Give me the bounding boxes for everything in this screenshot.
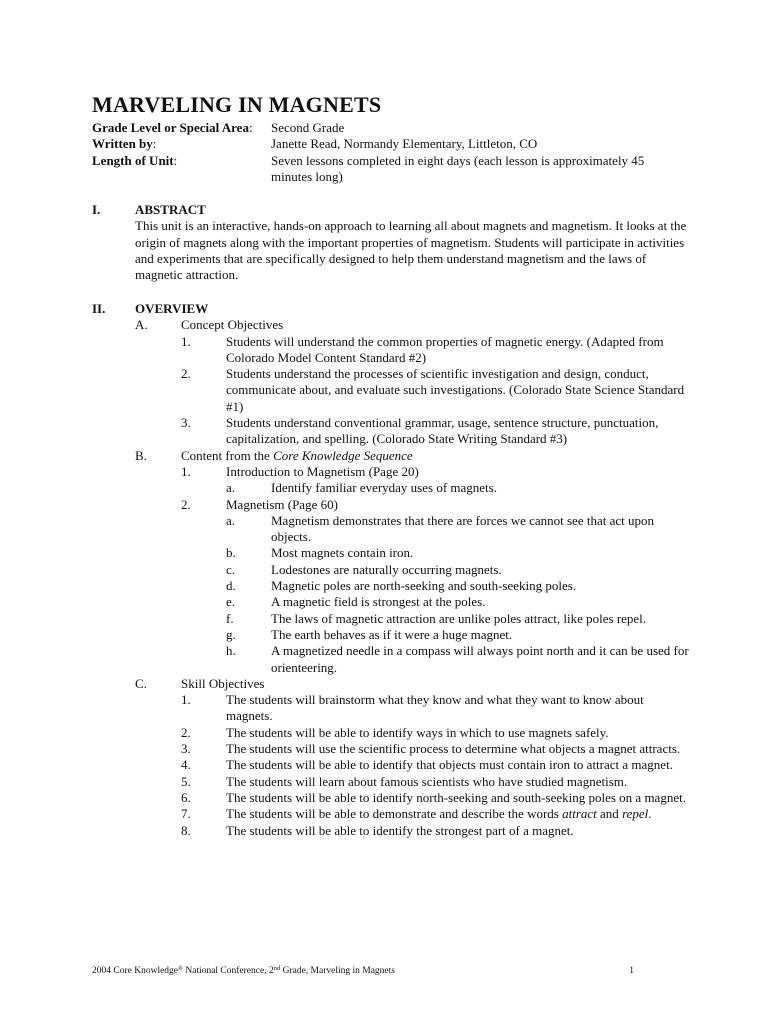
sub-list-item: d. Magnetic poles are north-seeking and south-seeking poles. bbox=[226, 578, 577, 594]
sub-list-item: g. The earth behaves as if it were a huge magnet. bbox=[226, 626, 513, 642]
list-item: 8. The students will be able to identify the strongest part of a magnet. bbox=[181, 822, 574, 838]
sub-list-item: c. Lodestones are naturally occurring magnets. bbox=[226, 561, 502, 577]
sub-list-item: a. Identify familiar everyday uses of magnets. bbox=[226, 480, 497, 496]
overview-section bbox=[92, 301, 692, 839]
list-item: 1. Introduction to Magnetism (Page 20) bbox=[181, 463, 419, 479]
section-numeral: I. bbox=[92, 202, 101, 217]
list-item: 3. Students understand conventional grammar, usage, sentence structure, punctuation, capitalization, and spelling. (Colorado State Writing Standard #3) bbox=[181, 415, 659, 447]
page-number: 1 bbox=[629, 966, 634, 976]
list-item: 2. The students will be able to identify ways in which to use magnets safely. bbox=[181, 724, 609, 740]
subsection-heading: C. Skill Objectives bbox=[135, 675, 265, 691]
subsection-heading: B. Content from the Core Knowledge Sequence bbox=[135, 447, 413, 463]
list-item: 4. The students will be able to identify that objects must contain iron to attract a magnet. bbox=[181, 757, 673, 773]
section-numeral: II. bbox=[92, 301, 106, 316]
list-item: 2. Magnetism (Page 60) bbox=[181, 496, 338, 512]
meta-row-grade: Grade Level or Special Area: Second Grade bbox=[92, 120, 692, 136]
sub-list-item: b. Most magnets contain iron. bbox=[226, 545, 414, 561]
list-item: 5. The students will learn about famous scientists who have studied magnetism. bbox=[181, 773, 628, 789]
list-item: 3. The students will use the scientific process to determine what objects a magnet attracts. bbox=[181, 741, 681, 757]
meta-label: Written by bbox=[92, 136, 153, 152]
sub-list-item: f. The laws of magnetic attraction are unlike poles attract, like poles repel. bbox=[226, 610, 647, 626]
meta-label: Length of Unit bbox=[92, 152, 174, 168]
subsection-heading: A. Concept Objectives bbox=[135, 317, 284, 333]
section-title: ABSTRACT bbox=[135, 202, 206, 217]
section-heading bbox=[92, 301, 692, 317]
list-item: 1. The students will brainstorm what they know and what they want to know about magnets. bbox=[181, 692, 644, 724]
list-item: 1. Students will understand the common properties of magnetic energy. (Adapted from Colorado Model Content Standard #2) bbox=[181, 333, 664, 365]
meta-row-author: Written by: Janette Read, Normandy Elementary, Littleton, CO bbox=[92, 136, 692, 152]
sub-list-item: e. A magnetic field is strongest at the poles. bbox=[226, 594, 486, 610]
meta-value: Janette Read, Normandy Elementary, Littleton, CO bbox=[271, 136, 538, 152]
term-repel: repel bbox=[622, 806, 649, 822]
list-item: 7. The students will be able to demonstrate and describe the words attract and repel. bbox=[181, 806, 652, 822]
abstract-paragraph: This unit is an interactive, hands-on approach to learning all about magnets and magnetism. It looks at the origin of magnets along with the important properties of magnetism. Students will participate in activities and experiments that are specifically designed to help them understand magnetism and the laws of magnetic attraction. bbox=[135, 218, 687, 283]
section-title: OVERVIEW bbox=[135, 301, 209, 316]
section-heading bbox=[92, 202, 692, 218]
document-title: MARVELING IN MAGNETS bbox=[92, 92, 382, 117]
meta-label: Grade Level or Special Area bbox=[92, 120, 249, 135]
list-item: 2. Students understand the processes of scientific investigation and design, conduct, communicate about, and evaluate such investigations. (Colorado State Science Standard #1) bbox=[181, 366, 685, 414]
meta-row-length: Length of Unit: Seven lessons completed in eight days (each lesson is approximately 45 minutes long) bbox=[92, 153, 692, 186]
page-footer bbox=[92, 965, 634, 977]
footer-citation: 2004 Core Knowledge® National Conference, 2nd Grade, Marveling in Magnets bbox=[92, 965, 395, 976]
meta-value: Second Grade bbox=[271, 120, 345, 135]
abstract-section bbox=[92, 202, 692, 283]
term-attract: attract bbox=[562, 806, 597, 822]
sub-list-item: h. A magnetized needle in a compass will always point north and it can be used for orienteering. bbox=[226, 643, 689, 675]
meta-value: Seven lessons completed in eight days (each lesson is approximately 45 minutes long) bbox=[271, 152, 645, 184]
list-item: 6. The students will be able to identify north-seeking and south-seeking poles on a magnet. bbox=[181, 789, 686, 805]
sequence-title: Core Knowledge Sequence bbox=[273, 447, 413, 463]
unit-metadata bbox=[92, 120, 692, 185]
sub-list-item: a. Magnetism demonstrates that there are forces we cannot see that act upon objects. bbox=[226, 512, 654, 545]
